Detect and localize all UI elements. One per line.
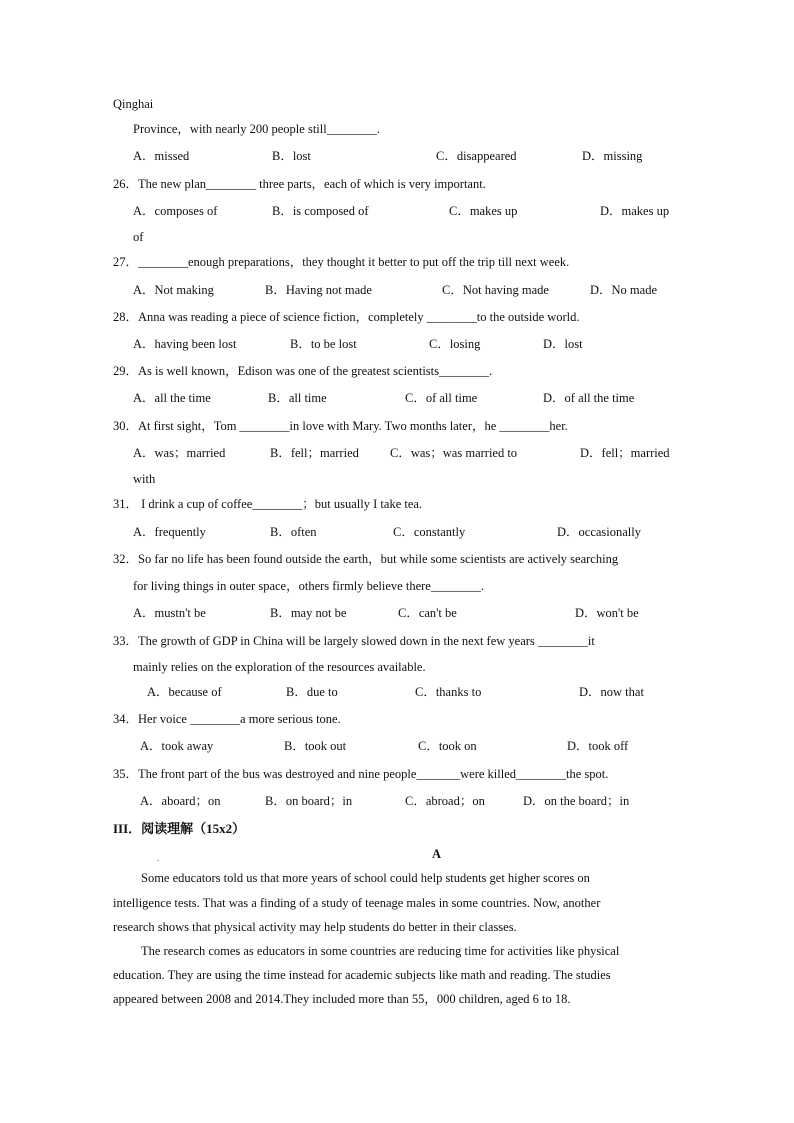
q31-option-c[interactable]: C．constantly xyxy=(393,525,466,539)
q31-option-a[interactable]: A．frequently xyxy=(133,525,206,539)
q33-option-a[interactable]: A．because of xyxy=(147,685,222,699)
q32-stem: 32．So far no life has been found outside the earth，but while some scientists are actively searching xyxy=(113,552,619,566)
q26-option-a[interactable]: A．composes of xyxy=(133,204,218,218)
q30-option-b[interactable]: B．fell；married xyxy=(270,446,359,460)
q26-option-c[interactable]: C．makes up xyxy=(449,204,518,218)
passage-label: A xyxy=(432,847,442,861)
q29-option-d[interactable]: D．of all the time xyxy=(543,391,635,405)
paragraph-line: The research comes as educators in some countries are reducing time for activities like physical xyxy=(141,944,620,958)
q33-stem-cont: mainly relies on the exploration of the resources available. xyxy=(133,660,426,674)
paragraph-line: appeared between 2008 and 2014.They included more than 55，000 children, aged 6 to 18. xyxy=(113,992,571,1006)
q26-option-d[interactable]: D．makes up xyxy=(600,204,670,218)
q30-option-a[interactable]: A．was；married xyxy=(133,446,226,460)
q29-option-a[interactable]: A．all the time xyxy=(133,391,211,405)
q25-option-b[interactable]: B．lost xyxy=(272,149,311,163)
q25-option-a[interactable]: A．missed xyxy=(133,149,190,163)
q31-option-b[interactable]: B．often xyxy=(270,525,317,539)
stray-dot: . xyxy=(157,854,159,863)
q32-option-a[interactable]: A．mustn't be xyxy=(133,606,206,620)
q35-option-d[interactable]: D．on the board；in xyxy=(523,794,630,808)
q33-option-b[interactable]: B．due to xyxy=(286,685,338,699)
q28-option-d[interactable]: D．lost xyxy=(543,337,583,351)
q35-option-a[interactable]: A．aboard；on xyxy=(140,794,221,808)
q29-stem: 29．As is well known，Edison was one of the greatest scientists________. xyxy=(113,364,493,378)
q30-option-d-cont: with xyxy=(133,472,156,486)
q26-stem: 26．The new plan________ three parts，each of which is very important. xyxy=(113,177,486,191)
paragraph-line: Some educators told us that more years of school could help students get higher scores on xyxy=(141,871,590,885)
q33-stem: 33．The growth of GDP in China will be largely slowed down in the next few years ________it xyxy=(113,634,595,648)
q34-option-a[interactable]: A．took away xyxy=(140,739,214,753)
q33-option-c[interactable]: C．thanks to xyxy=(415,685,482,699)
q27-option-c[interactable]: C．Not having made xyxy=(442,283,549,297)
q34-option-b[interactable]: B．took out xyxy=(284,739,347,753)
q31-option-d[interactable]: D．occasionally xyxy=(557,525,642,539)
q28-option-c[interactable]: C．losing xyxy=(429,337,481,351)
q32-option-b[interactable]: B．may not be xyxy=(270,606,347,620)
q32-option-c[interactable]: C．can't be xyxy=(398,606,457,620)
q28-stem: 28．Anna was reading a piece of science fiction，completely ________to the outside world. xyxy=(113,310,580,324)
paragraph-line: education. They are using the time instead for academic subjects like math and reading. The studies xyxy=(113,968,611,982)
q28-option-b[interactable]: B．to be lost xyxy=(290,337,357,351)
q27-option-d[interactable]: D．No made xyxy=(590,283,657,297)
q32-option-d[interactable]: D．won't be xyxy=(575,606,639,620)
q25-option-d[interactable]: D．missing xyxy=(582,149,643,163)
q25-option-c[interactable]: C．disappeared xyxy=(436,149,517,163)
q30-option-d[interactable]: D．fell；married xyxy=(580,446,670,460)
q26-option-d-cont: of xyxy=(133,230,144,244)
q25-stem-cont: Province，with nearly 200 people still________. xyxy=(133,122,380,136)
q27-option-b[interactable]: B．Having not made xyxy=(265,283,372,297)
q27-stem: 27．________enough preparations，they thought it better to put off the trip till next week. xyxy=(113,255,570,269)
paragraph-line: intelligence tests. That was a finding of a study of teenage males in some countries. Now, another xyxy=(113,896,601,910)
q34-option-d[interactable]: D．took off xyxy=(567,739,629,753)
q35-stem: 35．The front part of the bus was destroyed and nine people_______were killed________the spot. xyxy=(113,767,609,781)
q29-option-b[interactable]: B．all time xyxy=(268,391,327,405)
q32-stem-cont: for living things in outer space，others firmly believe there________. xyxy=(133,579,484,593)
q30-option-c[interactable]: C．was；was married to xyxy=(390,446,518,460)
q35-option-b[interactable]: B．on board；in xyxy=(265,794,353,808)
q29-option-c[interactable]: C．of all time xyxy=(405,391,478,405)
q34-option-c[interactable]: C．took on xyxy=(418,739,477,753)
q33-option-d[interactable]: D．now that xyxy=(579,685,644,699)
intro-word: Qinghai xyxy=(113,97,154,111)
q34-stem: 34．Her voice ________a more serious tone. xyxy=(113,712,341,726)
q31-stem: 31． I drink a cup of coffee________；but usually I take tea. xyxy=(113,497,423,511)
q26-option-b[interactable]: B．is composed of xyxy=(272,204,369,218)
paragraph-line: research shows that physical activity may help students do better in their classes. xyxy=(113,920,517,934)
q30-stem: 30．At first sight，Tom ________in love with Mary. Two months later，he ________her. xyxy=(113,419,568,433)
q35-option-c[interactable]: C．abroad；on xyxy=(405,794,485,808)
q27-option-a[interactable]: A．Not making xyxy=(133,283,214,297)
section-title: III．阅读理解（15x2） xyxy=(113,821,246,836)
q28-option-a[interactable]: A．having been lost xyxy=(133,337,237,351)
